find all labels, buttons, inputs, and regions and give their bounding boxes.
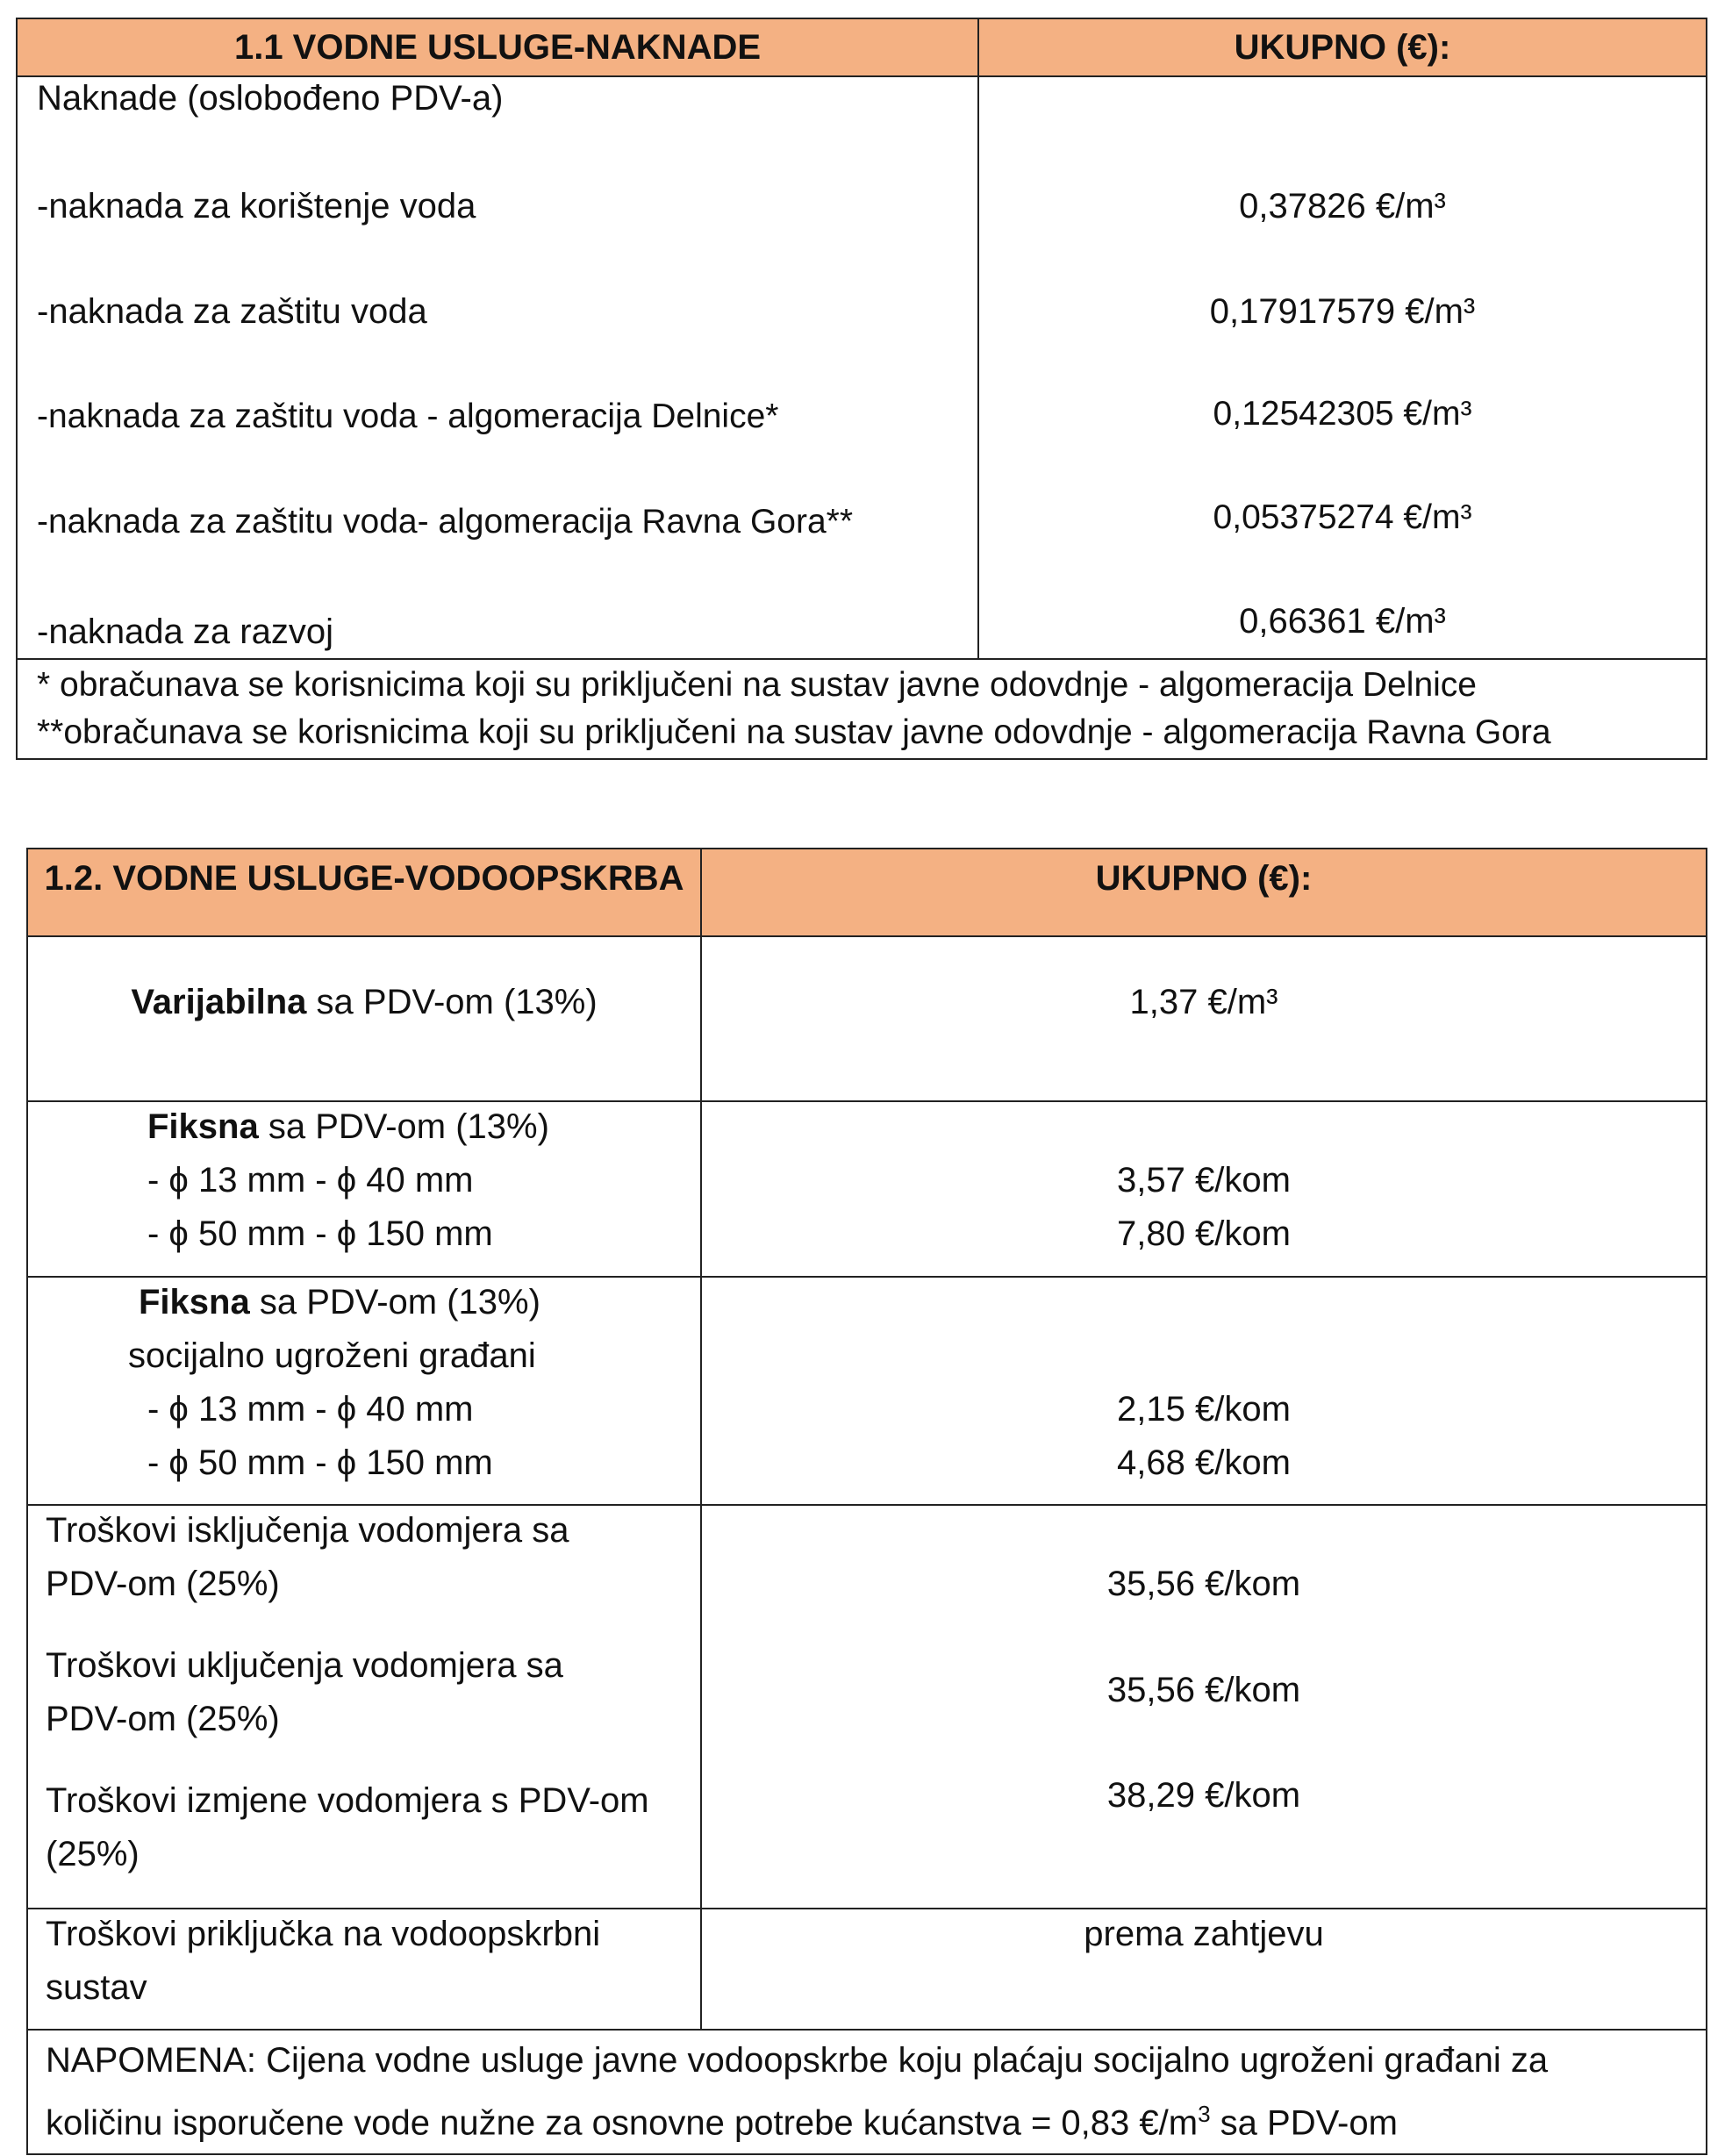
cost-label-line1: Troškovi isključenja vodomjera sa bbox=[46, 1511, 569, 1550]
footnote-delnice: * obračunava se korisnicima koji su priključeni na sustav javne odovdnje - algomeracija Delnice bbox=[37, 666, 1477, 704]
cost-label-line1: Troškovi uključenja vodomjera sa bbox=[46, 1646, 563, 1685]
naknade-body-row bbox=[17, 76, 1707, 659]
naknade-value: 0,17917579 €/m³ bbox=[1209, 292, 1476, 331]
fixed-social-diameter-2: - ϕ 50 mm - ϕ 150 mm bbox=[147, 1443, 493, 1482]
cost-label-line2: PDV-om (25%) bbox=[46, 1565, 280, 1603]
table-header-row bbox=[27, 849, 1707, 936]
variable-label-bold: Varijabilna bbox=[131, 983, 307, 1021]
connection-label-cell bbox=[27, 1909, 701, 2030]
fixed-social-value-1: 2,15 €/kom bbox=[1117, 1390, 1291, 1429]
naknade-value: 0,05375274 €/m³ bbox=[1213, 498, 1472, 536]
connection-label-line1: Troškovi priključka na vodoopskrbni bbox=[46, 1915, 601, 1953]
note-line-2 bbox=[46, 2088, 1688, 2150]
header-ukupno: UKUPNO (€): bbox=[978, 18, 1707, 76]
fixed-social-value-cell bbox=[701, 1277, 1707, 1505]
variable-row bbox=[27, 936, 1707, 1101]
naknade-value: 0,66361 €/m³ bbox=[1239, 602, 1446, 641]
fixed-value-cell bbox=[701, 1101, 1707, 1277]
fixed-social-value-2: 4,68 €/kom bbox=[1117, 1443, 1291, 1482]
naknade-label: -naknada za korištenje voda bbox=[37, 187, 476, 226]
fixed-value-1: 3,57 €/kom bbox=[1117, 1161, 1291, 1200]
footnote-row bbox=[17, 659, 1707, 759]
table-vodoopskrba bbox=[26, 848, 1707, 2155]
costs-label-cell bbox=[27, 1505, 701, 1909]
fixed-label-bold: Fiksna bbox=[147, 1107, 259, 1146]
fixed-label-rest: sa PDV-om (13%) bbox=[258, 1107, 549, 1146]
header-vodoopskrba: 1.2. VODNE USLUGE-VODOOPSKRBA bbox=[27, 849, 701, 936]
cost-label-line1: Troškovi izmjene vodomjera s PDV-om bbox=[46, 1781, 649, 1820]
note-row bbox=[27, 2030, 1707, 2154]
variable-value: 1,37 €/m³ bbox=[1129, 983, 1278, 1021]
cost-label-line2: PDV-om (25%) bbox=[46, 1700, 280, 1738]
note-superscript: 3 bbox=[1198, 2101, 1211, 2127]
costs-row bbox=[27, 1505, 1707, 1909]
fixed-social-row bbox=[27, 1277, 1707, 1505]
connection-value: prema zahtjevu bbox=[1084, 1915, 1324, 1953]
naknade-labels-cell bbox=[17, 76, 978, 659]
fixed-social-label-cell bbox=[27, 1277, 701, 1505]
note-line-2-text: količinu isporučene vode nužne za osnovne potrebe kućanstva = 0,83 €/m bbox=[46, 2103, 1199, 2143]
fixed-label-cell bbox=[27, 1101, 701, 1277]
naknade-label: -naknada za razvoj bbox=[37, 612, 333, 651]
naknade-value: 0,37826 €/m³ bbox=[1239, 187, 1446, 226]
note-line-1: NAPOMENA: Cijena vodne usluge javne vodoopskrbe koju plaćaju socijalno ugroženi građani za bbox=[46, 2041, 1549, 2080]
header-naknade: 1.1 VODNE USLUGE-NAKNADE bbox=[17, 18, 978, 76]
fixed-diameter-2: - ϕ 50 mm - ϕ 150 mm bbox=[147, 1214, 493, 1253]
connection-label-line2: sustav bbox=[46, 1968, 147, 2007]
note-line-2-suffix: sa PDV-om bbox=[1210, 2103, 1398, 2143]
fixed-social-label-rest: sa PDV-om (13%) bbox=[249, 1283, 540, 1322]
header-ukupno: UKUPNO (€): bbox=[701, 849, 1707, 936]
cost-value: 35,56 €/kom bbox=[1106, 1671, 1301, 1709]
fixed-row bbox=[27, 1101, 1707, 1277]
fixed-social-label bbox=[139, 1283, 540, 1322]
fixed-social-label-bold: Fiksna bbox=[139, 1283, 250, 1322]
fixed-diameter-1: - ϕ 13 mm - ϕ 40 mm bbox=[147, 1161, 474, 1200]
connection-row bbox=[27, 1909, 1707, 2030]
table-header-row bbox=[17, 18, 1707, 76]
costs-value-cell bbox=[701, 1505, 1707, 1909]
naknade-intro: Naknade (oslobođeno PDV-a) bbox=[37, 79, 504, 118]
cost-value: 38,29 €/kom bbox=[1106, 1776, 1301, 1815]
variable-label-rest: sa PDV-om (13%) bbox=[306, 983, 598, 1021]
table-naknade bbox=[16, 18, 1707, 760]
naknade-label: -naknada za zaštitu voda- algomeracija Ravna Gora** bbox=[37, 503, 854, 541]
cost-label-line2: (25%) bbox=[46, 1835, 140, 1873]
naknade-value: 0,12542305 €/m³ bbox=[1213, 395, 1472, 433]
connection-value-cell bbox=[701, 1909, 1707, 2030]
fixed-social-sub: socijalno ugroženi građani bbox=[128, 1336, 536, 1375]
cost-value: 35,56 €/kom bbox=[1106, 1565, 1301, 1603]
naknade-label: -naknada za zaštitu voda - algomeracija Delnice* bbox=[37, 398, 779, 435]
footnote-ravna-gora: **obračunava se korisnicima koji su priključeni na sustav javne odovdnje - algomeracija Ravna Gora bbox=[37, 713, 1551, 751]
variable-label bbox=[28, 937, 700, 1022]
fixed-label bbox=[147, 1107, 549, 1147]
fixed-value-2: 7,80 €/kom bbox=[1117, 1214, 1291, 1253]
variable-label-cell bbox=[27, 936, 701, 1101]
naknade-values-cell bbox=[978, 76, 1707, 659]
footnote-cell bbox=[17, 659, 1707, 759]
note-cell bbox=[27, 2030, 1707, 2154]
variable-value-cell bbox=[701, 936, 1707, 1101]
naknade-label: -naknada za zaštitu voda bbox=[37, 292, 427, 331]
fixed-social-diameter-1: - ϕ 13 mm - ϕ 40 mm bbox=[147, 1390, 474, 1429]
